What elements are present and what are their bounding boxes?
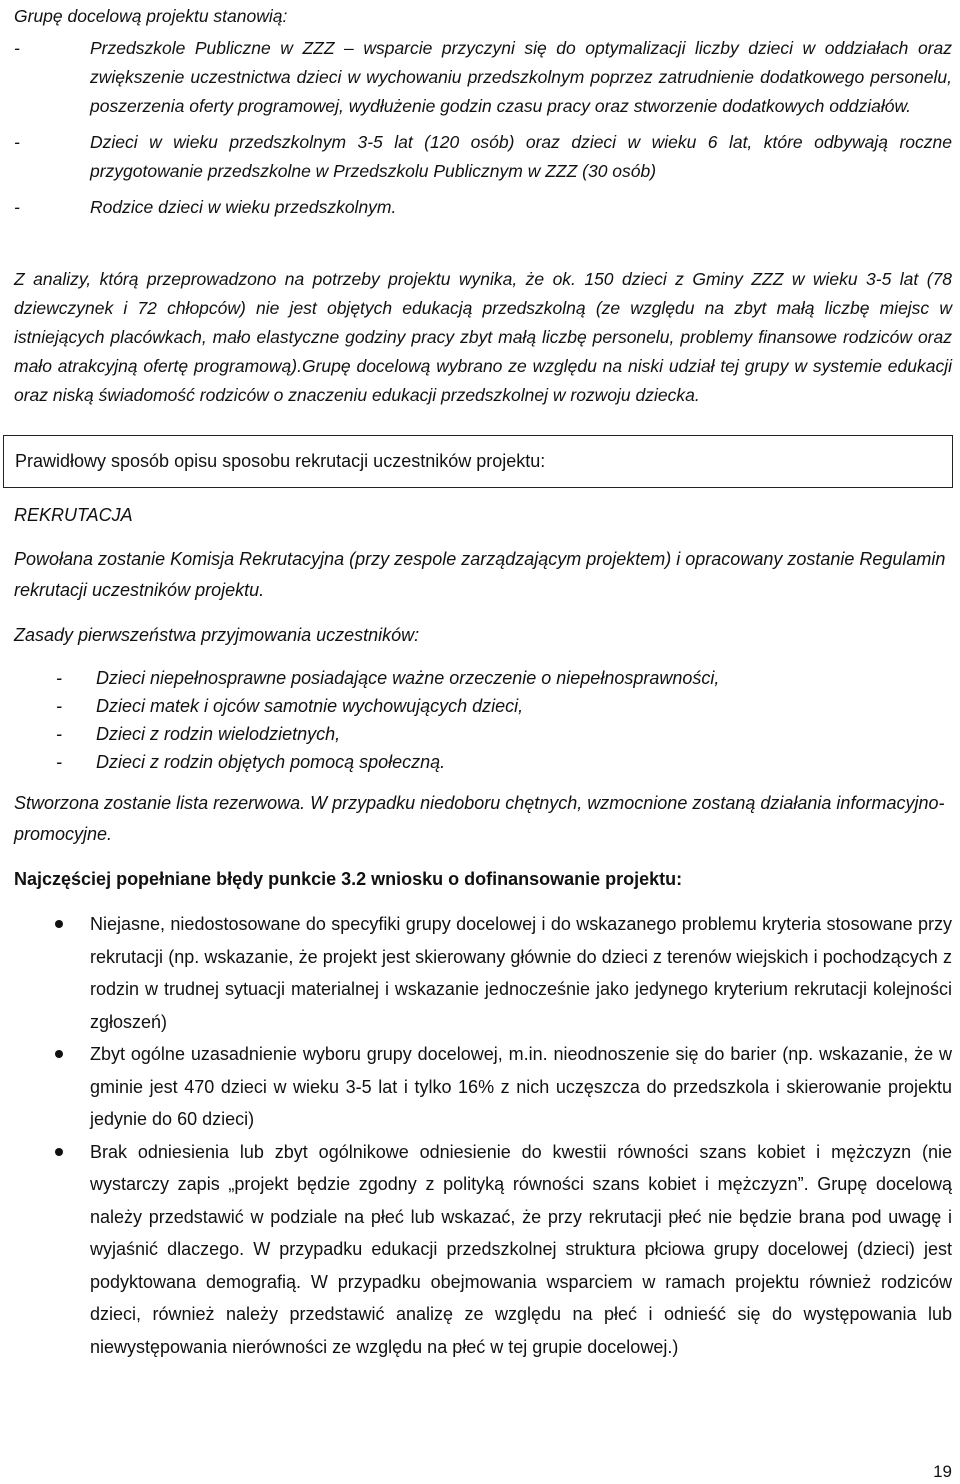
- analysis-paragraph: [14, 265, 952, 410]
- analysis-text: Z analizy, którą przeprowadzono na potrzeby projektu wynika, że ok. 150 dzieci z Gminy ZZZ w wieku 3-5 lat (78 dziewczynek i 72 chłopców) nie jest objętych edukacją przedszkolną (ze względu na zbyt małą liczbę miejsc w istniejących placówkach, mało elastyczne godziny pracy zbyt małą liczbę personelu, problemy finansowe rodziców oraz mało atrakcyjną ofertę programową).: [14, 269, 952, 376]
- list-item: [14, 720, 952, 748]
- list-item-text: Rodzice dzieci w wieku przedszkolnym.: [90, 197, 397, 217]
- errors-list: [14, 908, 952, 1363]
- target-group-list: [14, 34, 952, 222]
- list-item: [14, 1038, 952, 1136]
- list-item: [14, 193, 952, 222]
- errors-title: Najczęściej popełniane błędy punkcie 3.2 wniosku o dofinansowanie projektu:: [14, 869, 683, 889]
- priority-title: Zasady pierwszeństwa przyjmowania uczestników:: [14, 625, 420, 645]
- recruitment-body: Powołana zostanie Komisja Rekrutacyjna (przy zespole zarządzającym projektem) i opracowany zostanie Regulamin rekrutacji uczestników projektu.: [14, 549, 946, 600]
- recruitment-box-heading: Prawidłowy sposób opisu sposobu rekrutacji uczestników projektu:: [3, 435, 953, 488]
- list-item: [14, 692, 952, 720]
- list-item-text: Dzieci matek i ojców samotnie wychowujących dzieci,: [96, 696, 524, 716]
- list-item-text: Dzieci niepełnosprawne posiadające ważne orzeczenie o niepełnosprawności,: [96, 668, 720, 688]
- list-dash: -: [14, 38, 20, 58]
- list-dash: -: [56, 668, 62, 688]
- list-item-text: Zbyt ogólne uzasadnienie wyboru grupy docelowej, m.in. nieodnoszenie się do barier (np. wskazanie, że w gminie jest 470 dzieci w wieku 3-5 lat i tylko 16% z nich uczęszcza do przedszkola i skierowanie projektu jedynie do 60 dzieci): [90, 1044, 952, 1129]
- list-item-text: Dzieci w wieku przedszkolnym 3-5 lat (120 osób) oraz dzieci w wieku 6 lat, które odbywają roczne przygotowanie przedszkolne w Przedszkolu Publicznym w ZZZ (30 osób): [90, 132, 952, 181]
- bullet-icon: [55, 1148, 63, 1156]
- list-item: [14, 1136, 952, 1364]
- list-item: [14, 908, 952, 1038]
- list-item-text: Brak odniesienia lub zbyt ogólnikowe odniesienie do kwestii równości szans kobiet i mężczyzn (nie wystarczy zapis „projekt będzie zgodny z polityką równości szans kobiet i mężczyzn”. Grupę docelową należy przedstawić w podziale na płeć lub wskazać, że przy rekrutacji płeć nie będzie brana pod uwagę i wyjaśnić dlaczego. W przypadku edukacji przedszkolnej struktura płciowa grupy docelowej (dzieci) jest podyktowana demografią. W przypadku obejmowania wsparciem w ramach projektu również rodziców dzieci, również należy przedstawić analizę ze względu na płeć i odnieść się do występowania lub niewystępowania nierówności ze względu na płeć w tej grupie docelowej.): [90, 1141, 952, 1357]
- list-item-text: Dzieci z rodzin objętych pomocą społeczną.: [96, 752, 446, 772]
- list-dash: -: [56, 696, 62, 716]
- list-item-text: Niejasne, niedostosowane do specyfiki grupy docelowej i do wskazanego problemu kryteria stosowane przy rekrutacji (np. wskazanie, że projekt jest skierowany głównie do dzieci z terenów wiejskich i pochodzących z rodzin w trudnej sytuacji materialnej i wskazanie jednocześnie jako jedynego kryterium rekrutacji kolejności zgłoszeń): [90, 914, 952, 1032]
- list-item: [14, 664, 952, 692]
- page-number: 19: [933, 1462, 952, 1481]
- target-group-heading: Grupę docelową projektu stanowią:: [14, 6, 288, 26]
- list-dash: -: [56, 752, 62, 772]
- list-dash: -: [14, 132, 20, 152]
- bullet-icon: [55, 920, 63, 928]
- analysis-conclusion: Grupę docelową wybrano ze względu na niski udział tej grupy w systemie edukacji oraz niską świadomość rodziców o znaczeniu edukacji przedszkolnej w rozwoju dziecka.: [14, 356, 952, 405]
- priority-list: [14, 664, 952, 776]
- list-item: [14, 128, 952, 186]
- list-item: [14, 34, 952, 121]
- bullet-icon: [55, 1050, 63, 1058]
- recruitment-title: REKRUTACJA: [14, 505, 133, 525]
- list-dash: -: [14, 197, 20, 217]
- reserve-list-paragraph: Stworzona zostanie lista rezerwowa. W przypadku niedoboru chętnych, wzmocnione zostaną działania informacyjno-promocyjne.: [14, 793, 945, 844]
- list-item: [14, 748, 952, 776]
- list-item-text: Dzieci z rodzin wielodzietnych,: [96, 724, 341, 744]
- list-item-text: Przedszkole Publiczne w ZZZ – wsparcie przyczyni się do optymalizacji liczby dzieci w oddziałach oraz zwiększenie uczestnictwa dzieci w wychowaniu przedszkolnym poprzez zatrudnienie dodatkowego personelu, poszerzenia oferty programowej, wydłużenie godzin czasu pracy oraz stworzenie dodatkowych oddziałów.: [90, 38, 952, 116]
- list-dash: -: [56, 724, 62, 744]
